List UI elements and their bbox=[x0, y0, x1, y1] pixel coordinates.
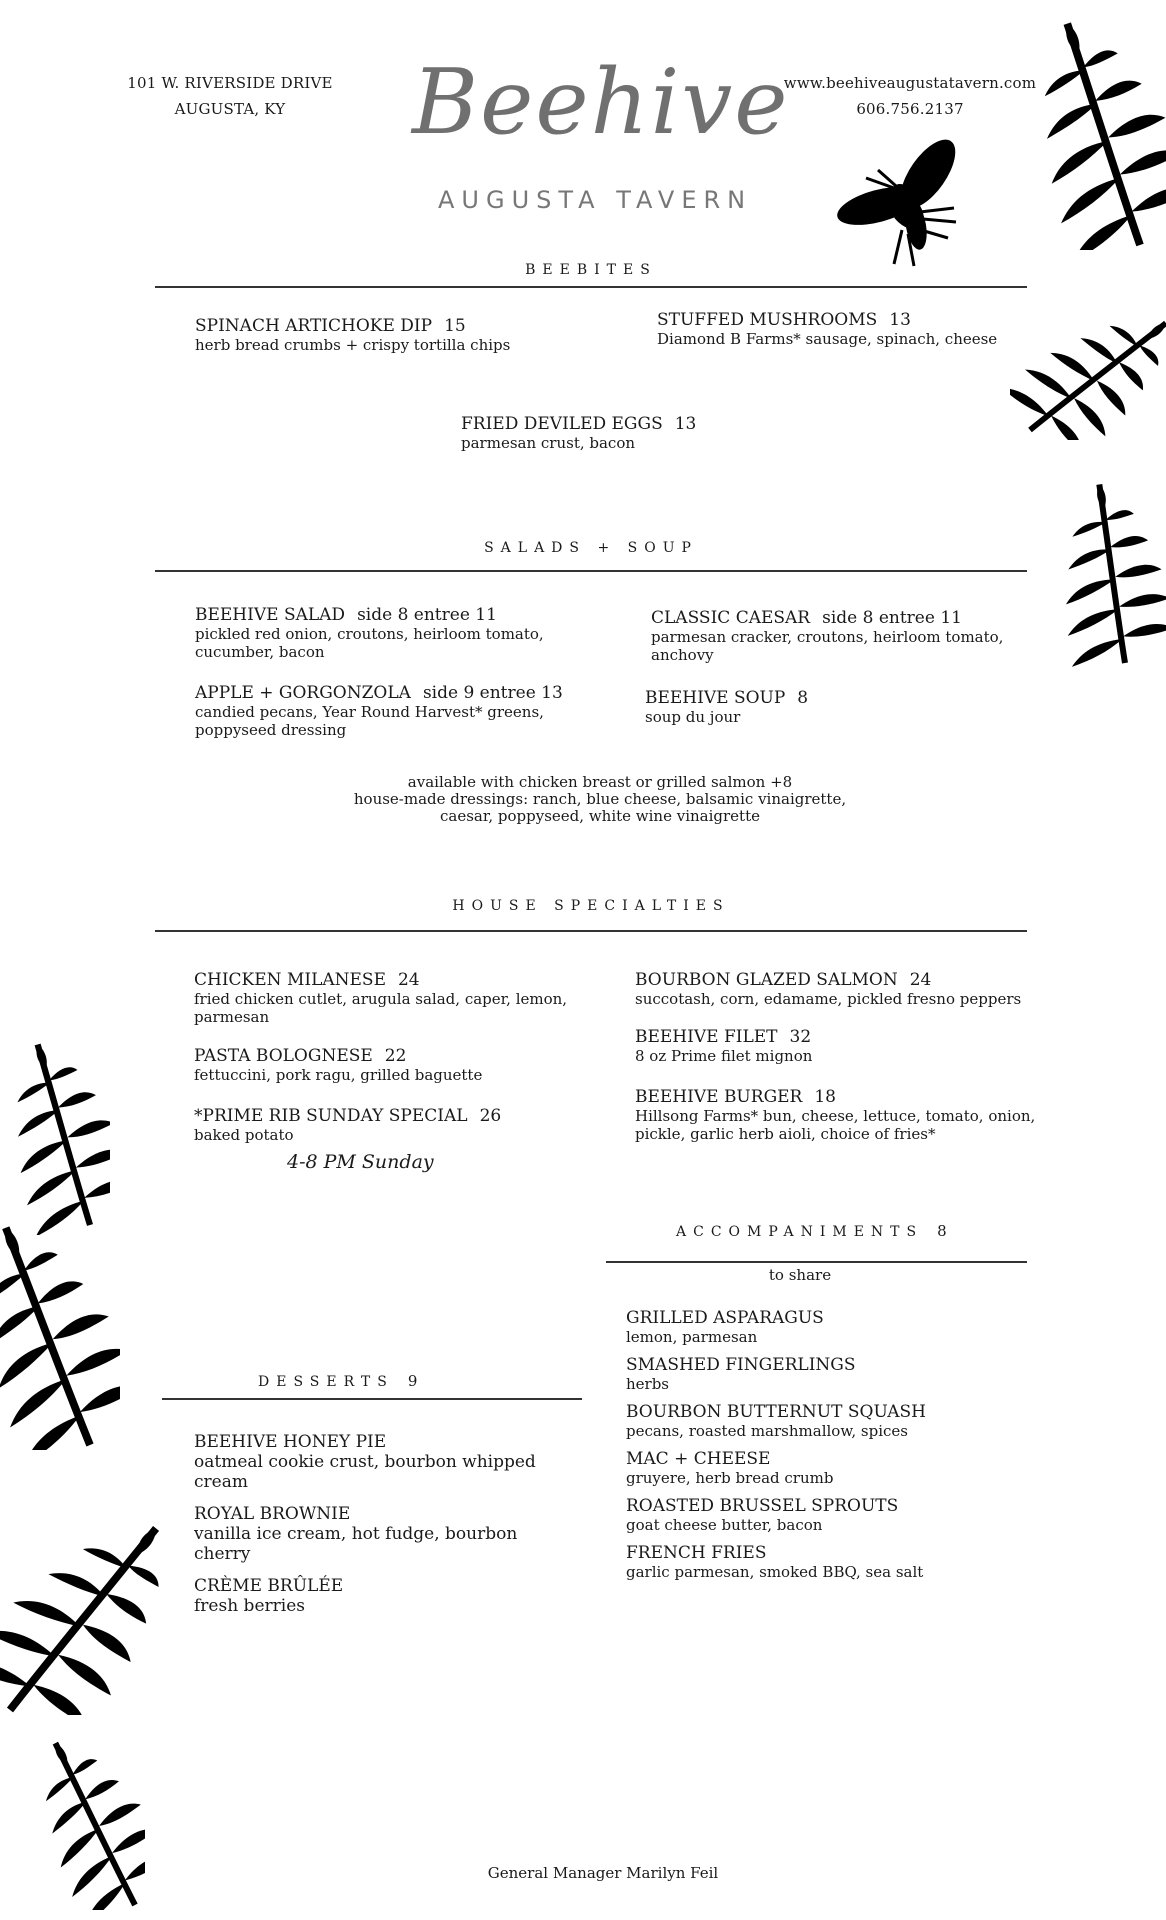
item-price: 24 bbox=[397, 970, 420, 990]
divider bbox=[606, 1261, 1027, 1263]
section-title-desserts bbox=[258, 1372, 417, 1390]
list-item bbox=[626, 1308, 1046, 1355]
fern-leaf-icon bbox=[1030, 0, 1166, 250]
divider bbox=[162, 1398, 582, 1400]
item-name: CRÈME BRÛLÉE bbox=[194, 1576, 344, 1596]
item-name: CLASSIC CAESAR bbox=[651, 608, 811, 628]
list-item bbox=[626, 1496, 1046, 1543]
section-title-accompaniments bbox=[676, 1222, 947, 1240]
item-name: *PRIME RIB SUNDAY SPECIAL bbox=[194, 1106, 468, 1126]
item-description: parmesan cracker, croutons, heirloom tomato, anchovy bbox=[651, 628, 1004, 664]
logo-wordmark: Beehive bbox=[412, 50, 790, 155]
item-name: MAC + CHEESE bbox=[626, 1449, 771, 1469]
note-line: caesar, poppyseed, white wine vinaigrette bbox=[440, 807, 760, 825]
item-price: 13 bbox=[889, 310, 911, 330]
menu-item bbox=[195, 316, 625, 354]
item-name: BEEHIVE SOUP bbox=[645, 688, 786, 708]
item-name: FRENCH FRIES bbox=[626, 1543, 767, 1563]
note-line: house-made dressings: ranch, blue cheese, balsamic vinaigrette, bbox=[353, 790, 847, 808]
item-description: 8 oz Prime filet mignon bbox=[635, 1047, 813, 1065]
item-name: PASTA BOLOGNESE bbox=[194, 1046, 373, 1066]
list-item bbox=[194, 1432, 564, 1492]
list-item bbox=[626, 1449, 1046, 1496]
item-price: side 8 entree 11 bbox=[357, 605, 497, 625]
section-title-salads: SALADS + SOUP bbox=[484, 540, 698, 556]
item-name: BEEHIVE HONEY PIE bbox=[194, 1432, 387, 1452]
item-description: baked potato bbox=[194, 1126, 294, 1144]
list-item bbox=[626, 1543, 1046, 1590]
section-title-specialties: HOUSE SPECIALTIES bbox=[452, 898, 730, 914]
website[interactable]: www.beehiveaugustatavern.com bbox=[783, 74, 1037, 92]
item-name: CHICKEN MILANESE bbox=[194, 970, 386, 990]
menu-item bbox=[651, 608, 1026, 664]
bee-icon bbox=[836, 138, 976, 273]
item-description: Hillsong Farms* bun, cheese, lettuce, tomato, onion, pickle, garlic herb aioli, choice of fries* bbox=[635, 1107, 1036, 1143]
item-description: oatmeal cookie crust, bourbon whipped cream bbox=[194, 1452, 536, 1492]
item-price: 22 bbox=[384, 1046, 407, 1066]
item-description: gruyere, herb bread crumb bbox=[626, 1469, 834, 1487]
note-line: available with chicken breast or grilled salmon +8 bbox=[407, 773, 793, 791]
salad-note bbox=[300, 774, 900, 825]
item-name: FRIED DEVILED EGGS bbox=[461, 414, 663, 434]
item-description: parmesan crust, bacon bbox=[461, 434, 636, 452]
item-price: 26 bbox=[479, 1106, 502, 1126]
item-description: goat cheese butter, bacon bbox=[626, 1516, 823, 1534]
section-price: 9 bbox=[407, 1372, 418, 1390]
item-name: ROYAL BROWNIE bbox=[194, 1504, 351, 1524]
list-item bbox=[194, 1576, 564, 1616]
item-name: SMASHED FINGERLINGS bbox=[626, 1355, 856, 1375]
item-description: succotash, corn, edamame, pickled fresno peppers bbox=[635, 990, 1022, 1008]
accompaniments-list bbox=[626, 1308, 1046, 1590]
item-name: BEEHIVE FILET bbox=[635, 1027, 778, 1047]
menu-item bbox=[194, 970, 594, 1026]
desserts-list bbox=[194, 1432, 564, 1616]
item-name: GRILLED ASPARAGUS bbox=[626, 1308, 824, 1328]
menu-item bbox=[195, 683, 575, 739]
fern-leaf-icon bbox=[1050, 478, 1166, 668]
section-subtitle: to share bbox=[768, 1266, 832, 1284]
item-description: herbs bbox=[626, 1375, 670, 1393]
item-description: pecans, roasted marshmallow, spices bbox=[626, 1422, 908, 1440]
item-description: vanilla ice cream, hot fudge, bourbon cherry bbox=[194, 1524, 518, 1564]
item-name: BEEHIVE BURGER bbox=[635, 1087, 803, 1107]
section-price: 8 bbox=[937, 1222, 947, 1240]
item-description: pickled red onion, croutons, heirloom tomato, cucumber, bacon bbox=[195, 625, 544, 661]
fern-leaf-icon bbox=[35, 1720, 145, 1910]
divider bbox=[155, 930, 1027, 932]
address-line-1: 101 W. RIVERSIDE DRIVE bbox=[127, 74, 333, 92]
item-price: 32 bbox=[789, 1027, 812, 1047]
item-price: 15 bbox=[444, 316, 466, 336]
item-description: Diamond B Farms* sausage, spinach, cheese bbox=[657, 330, 998, 348]
menu-item bbox=[635, 970, 1045, 1008]
item-description: garlic parmesan, smoked BBQ, sea salt bbox=[626, 1563, 924, 1581]
address-line-2: AUGUSTA, KY bbox=[174, 100, 286, 118]
item-name: STUFFED MUSHROOMS bbox=[657, 310, 878, 330]
section-title-text: ACCOMPANIMENTS bbox=[676, 1224, 924, 1240]
menu-item bbox=[657, 310, 1027, 348]
item-description: fettuccini, pork ragu, grilled baguette bbox=[194, 1066, 483, 1084]
menu-item bbox=[194, 1106, 594, 1144]
menu-item bbox=[635, 1027, 1045, 1065]
footer-text: General Manager Marilyn Feil bbox=[487, 1864, 719, 1882]
item-name: ROASTED BRUSSEL SPROUTS bbox=[626, 1496, 899, 1516]
sunday-hours-note: 4-8 PM Sunday bbox=[287, 1151, 434, 1173]
contact bbox=[770, 70, 1050, 122]
logo-subtitle: AUGUSTA TAVERN bbox=[438, 186, 753, 214]
item-price: 24 bbox=[909, 970, 932, 990]
section-title-text: DESSERTS bbox=[258, 1374, 394, 1390]
menu-item bbox=[461, 414, 761, 452]
item-description: candied pecans, Year Round Harvest* greens, poppyseed dressing bbox=[195, 703, 544, 739]
fern-leaf-icon bbox=[1010, 250, 1166, 440]
menu-item bbox=[645, 688, 1005, 726]
item-price: side 9 entree 13 bbox=[422, 683, 563, 703]
list-item bbox=[626, 1355, 1046, 1402]
item-name: APPLE + GORGONZOLA bbox=[195, 683, 411, 703]
divider bbox=[155, 570, 1027, 572]
item-price: side 8 entree 11 bbox=[822, 608, 962, 628]
fern-leaf-icon bbox=[0, 1465, 165, 1715]
item-description: soup du jour bbox=[645, 708, 741, 726]
section-title-beebites: BEEBITES bbox=[525, 262, 657, 278]
item-name: BOURBON BUTTERNUT SQUASH bbox=[626, 1402, 926, 1422]
list-item bbox=[194, 1504, 564, 1564]
fern-leaf-icon bbox=[0, 1200, 120, 1450]
list-item bbox=[626, 1402, 1046, 1449]
phone[interactable]: 606.756.2137 bbox=[856, 100, 964, 118]
menu-item bbox=[194, 1046, 594, 1084]
menu-item bbox=[195, 605, 575, 661]
item-price: 13 bbox=[674, 414, 697, 434]
item-description: herb bread crumbs + crispy tortilla chips bbox=[195, 336, 511, 354]
item-name: BOURBON GLAZED SALMON bbox=[635, 970, 898, 990]
address bbox=[120, 70, 340, 122]
item-description: fresh berries bbox=[194, 1596, 305, 1616]
divider bbox=[155, 286, 1027, 288]
item-name: BEEHIVE SALAD bbox=[195, 605, 346, 625]
item-price: 8 bbox=[797, 688, 809, 708]
menu-item bbox=[635, 1087, 1045, 1143]
item-description: fried chicken cutlet, arugula salad, caper, lemon, parmesan bbox=[194, 990, 568, 1026]
item-price: 18 bbox=[814, 1087, 836, 1107]
item-name: SPINACH ARTICHOKE DIP bbox=[195, 316, 433, 336]
item-description: lemon, parmesan bbox=[626, 1328, 758, 1346]
